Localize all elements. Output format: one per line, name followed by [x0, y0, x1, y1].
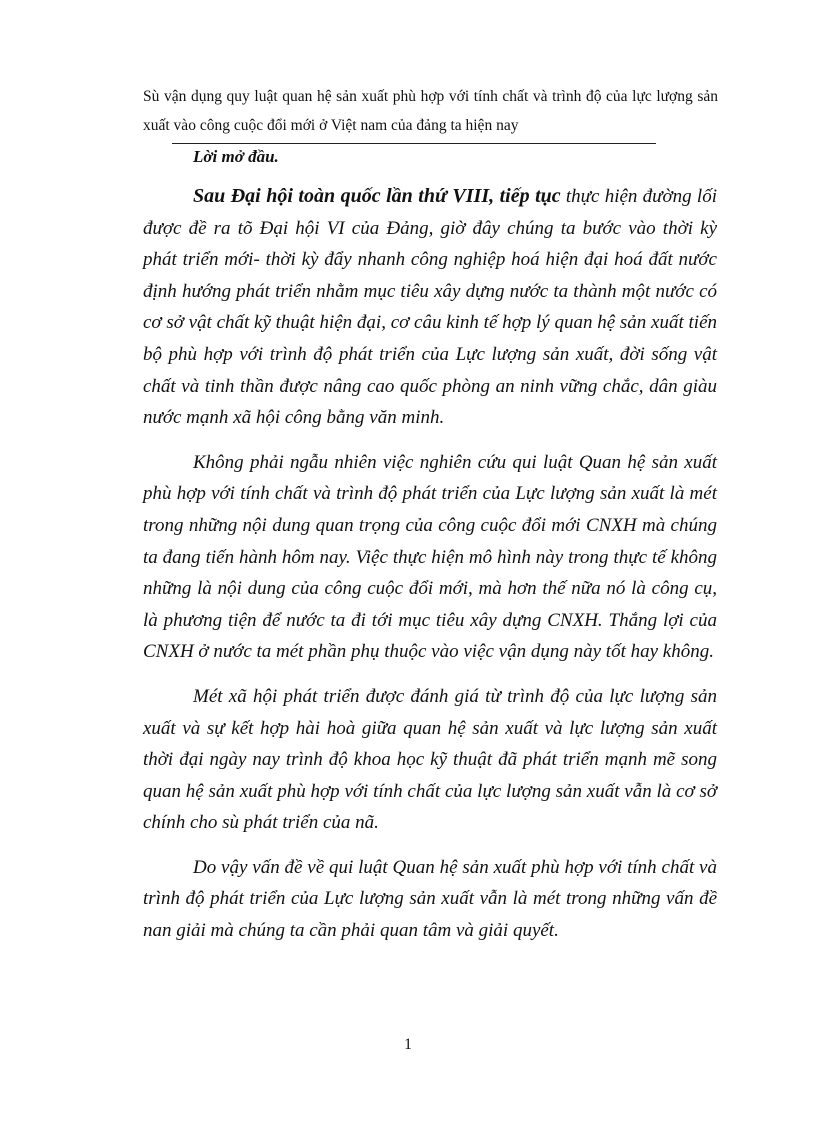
- paragraph-3: Mét xã hội phát triển được đánh giá từ trình độ của lực lượng sản xuất và sự kết hợp hài hoà giữa quan hệ sản xuất và lực lượng sản xuất thời đại ngày nay trình độ khoa học kỹ thuật đã phát triển mạnh mẽ song quan hệ sản xuất phù hợp với tính chất của lực lượng sản xuất vẫn là cơ sở chính cho sù phát triển của nã.: [143, 685, 717, 834]
- paragraph-1-lead: Sau Đại hội toàn quốc lần thứ VIII, tiếp tục: [193, 185, 561, 207]
- paragraph-4: Do vậy vấn đề về qui luật Quan hệ sản xuất phù hợp với tính chất và trình độ phát triển của Lực lượng sản xuất vẫn là mét trong những vấn đề nan giải mà chúng ta cần phải quan tâm và giải quyết.: [143, 856, 717, 942]
- section-title: Lời mở đầu.: [193, 147, 279, 166]
- body-text: [143, 181, 717, 960]
- paragraph-1-text: thực hiện đường lối được đề ra tõ Đại hội VI của Đảng, giờ đây chúng ta bước vào thời kỳ phát triển mới- thời kỳ đẩy nhanh công nghiệp hoá hiện đại hoá đất nước định hướng phát triển nhằm mục tiêu xây dựng nước ta thành một nước có cơ sở vật chất kỹ thuật hiện đại, cơ câu kinh tế hợp lý quan hệ sản xuất tiến bộ phù hợp với trình độ phát triển của Lực lượng sản xuất, đời sống vật chất và tinh thần được nâng cao quốc phòng an ninh vững chắc, dân giàu nước mạnh xã hội công bằng văn minh.: [143, 186, 718, 429]
- paragraph-1: [143, 181, 717, 434]
- page-number: 1: [404, 1036, 412, 1053]
- document-header: Sù vận dụng quy luật quan hệ sản xuất phù hợp với tính chất và trình độ của lực lượng sản xuất vào công cuộc đổi mới ở Việt nam của đảng ta hiện nay: [143, 88, 718, 134]
- paragraph-2: Không phải ngẫu nhiên việc nghiên cứu qui luật Quan hệ sản xuất phù hợp với tính chất và trình độ phát triển của Lực lượng sản xuất là mét trong những nội dung quan trọng của công cuộc đổi mới CNXH mà chúng ta đang tiến hành hôm nay. Việc thực hiện mô hình này trong thực tế không những là nội dung của công cuộc đổi mới, mà hơn thế nữa nó là công cụ, là phương tiện để nước ta đi tới mục tiêu xây dựng CNXH. Thắng lợi của CNXH ở nước ta mét phần phụ thuộc vào việc vận dụng này tốt hay không.: [143, 451, 717, 663]
